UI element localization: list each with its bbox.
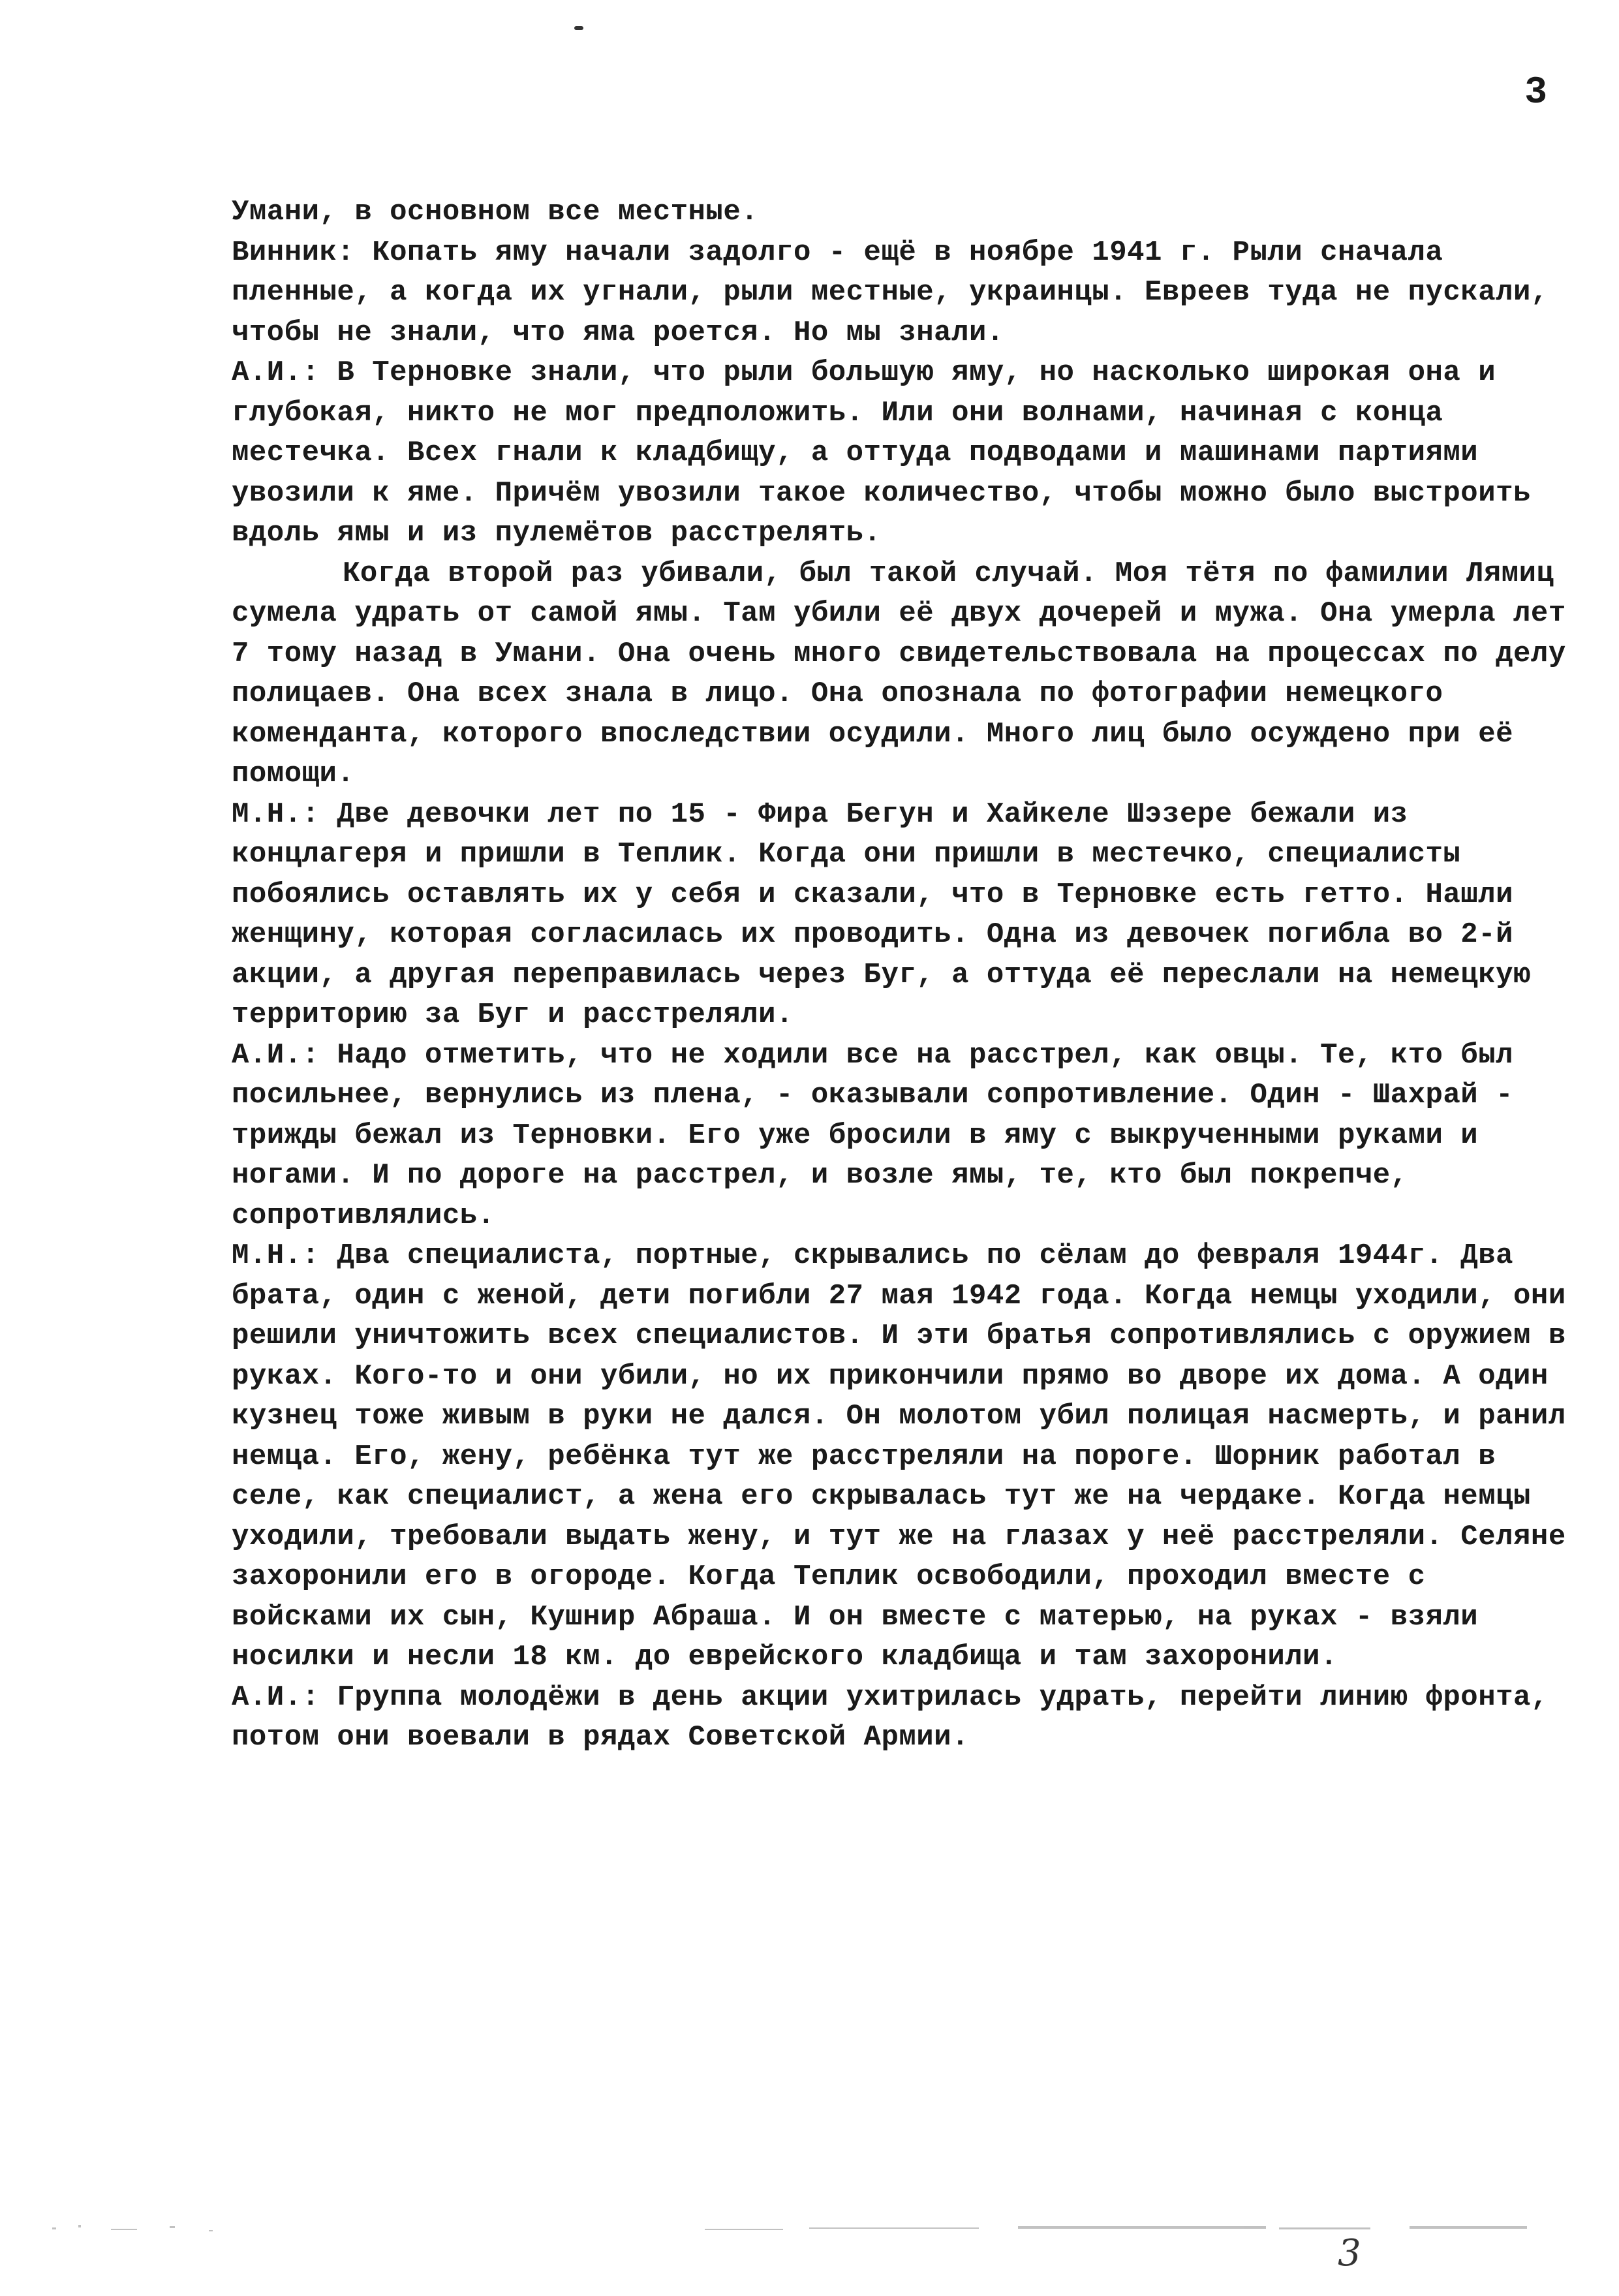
paragraph: А.И.: Группа молодёжи в день акции ухитрилась удрать, перейти линию фронта, потом они воевали в рядах Советской Армии. [232, 1681, 1566, 1754]
paragraph: М.Н.: Два специалиста, портные, скрывались по сёлам до февраля 1944г. Два брата, один с женой, дети погибли 27 мая 1942 года. Когда немцы уходили, они решили уничтожить всех специалистов. И эти братья сопротивлялись с оружием в руках. Кого-то и они убили, но их прикончили прямо во дворе их дома. А один кузнец тоже живым в руки не дался. Он молотом убил полицая насмерть, и ранил немца. Его, жену, ребёнка тут же расстреляли на пороге. Шорник работал в селе, как специалист, а жена его скрывалась тут же на чердаке. Когда немцы уходили, требовали выдать жену, и тут же на глазах у неё расстреляли. Селяне захоронили его в огороде. Когда Теплик освободили, проходил вместе с войсками их сын, Кушнир Абраша. И он вместе с матерью, на руках - взяли носилки и несли 18 км. до еврейского кладбища и там захоронили. [232, 1239, 1584, 1673]
paragraph: Винник: Копать яму начали задолго - ещё в ноябре 1941 г. Рыли сначала пленные, а когда их угнали, рыли местные, украинцы. Евреев туда не пускали, чтобы не знали, что яма роется. Но мы знали. [232, 236, 1566, 349]
paragraph: А.И.: Надо отметить, что не ходили все на расстрел, как овцы. Те, кто был посильнее, вернулись из плена, - оказывали сопротивление. Один - Шахрай - трижды бежал из Терновки. Его уже бросили в яму с выкрученными руками и ногами. И по дороге на расстрел, и возле ямы, те, кто был покрепче, сопротивлялись. [232, 1038, 1531, 1232]
paragraph: Умани, в основном все местные. [232, 196, 759, 228]
page-number-top: 3 [1524, 72, 1547, 114]
paragraph: А.И.: В Терновке знали, что рыли большую яму, но насколько широкая она и глубокая, никто не мог предположить. Или они волнами, начиная с конца местечка. Всех гнали к кладбищу, а оттуда подводами и машинами партиями увозили к яме. Причём увозили такое количество, чтобы можно было выстроить вдоль ямы и из пулемётов расстрелять. [232, 356, 1549, 550]
paragraph: Когда второй раз убивали, был такой случай. Моя тётя по фамилии Лямиц сумела удрать от самой ямы. Там убили её двух дочерей и мужа. Она умерла лет 7 тому назад в Умани. Она очень много свидетельствовала на процессах по делу полицаев. Она всех знала в лицо. Она опознала по фотографии немецкого коменданта, которого впоследствии осудили. Много лиц было осуждено при её помощи. [232, 557, 1584, 790]
document-body [232, 193, 1584, 1758]
paragraph: М.Н.: Две девочки лет по 15 - Фира Бегун и Хайкеле Шэзере бежали из концлагеря и пришли в Теплик. Когда они пришли в местечко, специалисты побоялись оставлять их у себя и сказали, что в Терновке есть гетто. Нашли женщину, которая согласилась их проводить. Одна из девочек погибла во 2-й акции, а другая переправилась через Буг, а оттуда её переслали на немецкую территорию за Буг и расстреляли. [232, 798, 1549, 1031]
scan-mark [574, 26, 583, 30]
page-number-bottom: 3 [1338, 2232, 1361, 2274]
